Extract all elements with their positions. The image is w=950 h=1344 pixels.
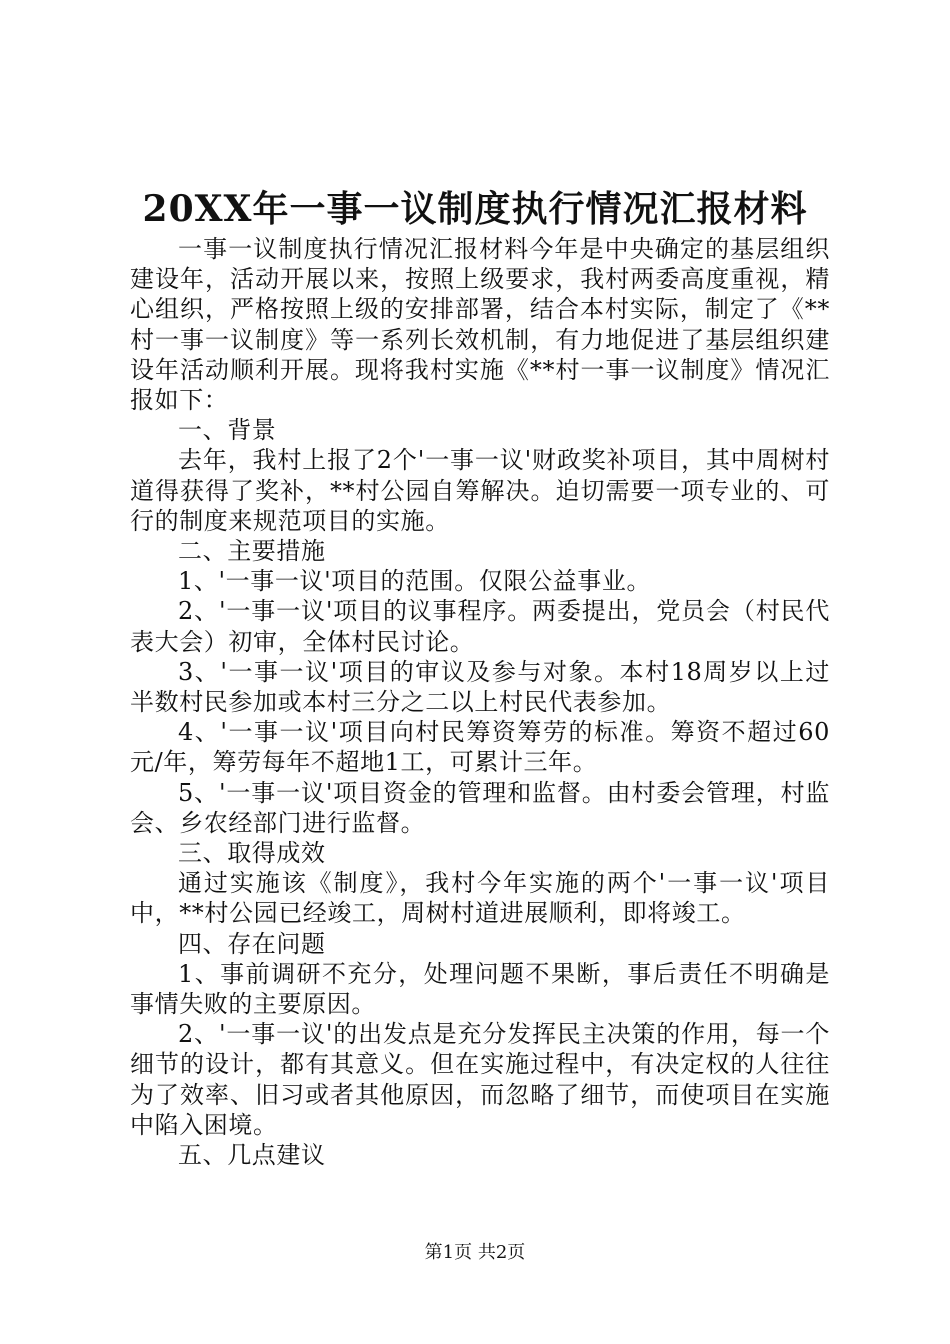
document-body: [130, 234, 830, 1170]
section-heading-results: 三、取得成效: [178, 839, 326, 868]
measure-item-5: 5、'一事一议'项目资金的管理和监督。由村委会管理，村监会、乡农经部门进行监督。: [130, 778, 830, 837]
measure-item-3: 3、'一事一议'项目的审议及参与对象。本村18周岁以上过半数村民参加或本村三分之二以上村民代表参加。: [130, 657, 830, 717]
section-heading-measures: 二、主要措施: [178, 537, 326, 566]
background-paragraph: 去年，我村上报了2个'一事一议'财政奖补项目，其中周树村道得获得了奖补，**村公园自筹解决。迫切需要一项专业的、可行的制度来规范项目的实施。: [130, 446, 830, 535]
section-heading-background: 一、背景: [178, 416, 277, 445]
problem-item-1: 1、事前调研不充分，处理问题不果断，事后责任不明确是事情失败的主要原因。: [130, 959, 830, 1019]
intro-paragraph: 一事一议制度执行情况汇报材料今年是中央确定的基层组织建设年，活动开展以来，按照上级要求，我村两委高度重视，精心组织，严格按照上级的安排部署，结合本村实际，制定了《**村一事一议制度》等一系列长效机制，有力地促进了基层组织建设年活动顺利开展。现将我村实施《**村一事一议制度》情况汇报如下：: [130, 235, 830, 415]
measure-item-4: 4、'一事一议'项目向村民筹资筹劳的标准。筹资不超过60元/年，筹劳每年不超地1工，可累计三年。: [130, 718, 830, 777]
problem-item-2: 2、'一事一议'的出发点是充分发挥民主决策的作用，每一个细节的设计，都有其意义。但在实施过程中，有决定权的人往往为了效率、旧习或者其他原因，而忽略了细节，而使项目在实施中陷入困境。: [130, 1020, 830, 1139]
section-heading-suggestions: 五、几点建议: [178, 1141, 326, 1170]
results-paragraph: 通过实施该《制度》，我村今年实施的两个'一事一议'项目中，**村公园已经竣工，周树村道进展顺利，即将竣工。: [130, 869, 830, 928]
measure-item-1: 1、'一事一议'项目的范围。仅限公益事业。: [178, 567, 652, 596]
page-footer: 第1页 共2页: [424, 1242, 526, 1263]
measure-item-2: 2、'一事一议'项目的议事程序。两委提出，党员会（村民代表大会）初审，全体村民讨论。: [130, 597, 830, 656]
section-heading-problems: 四、存在问题: [178, 929, 326, 958]
document-title: 20XX年一事一议制度执行情况汇报材料: [142, 188, 808, 230]
